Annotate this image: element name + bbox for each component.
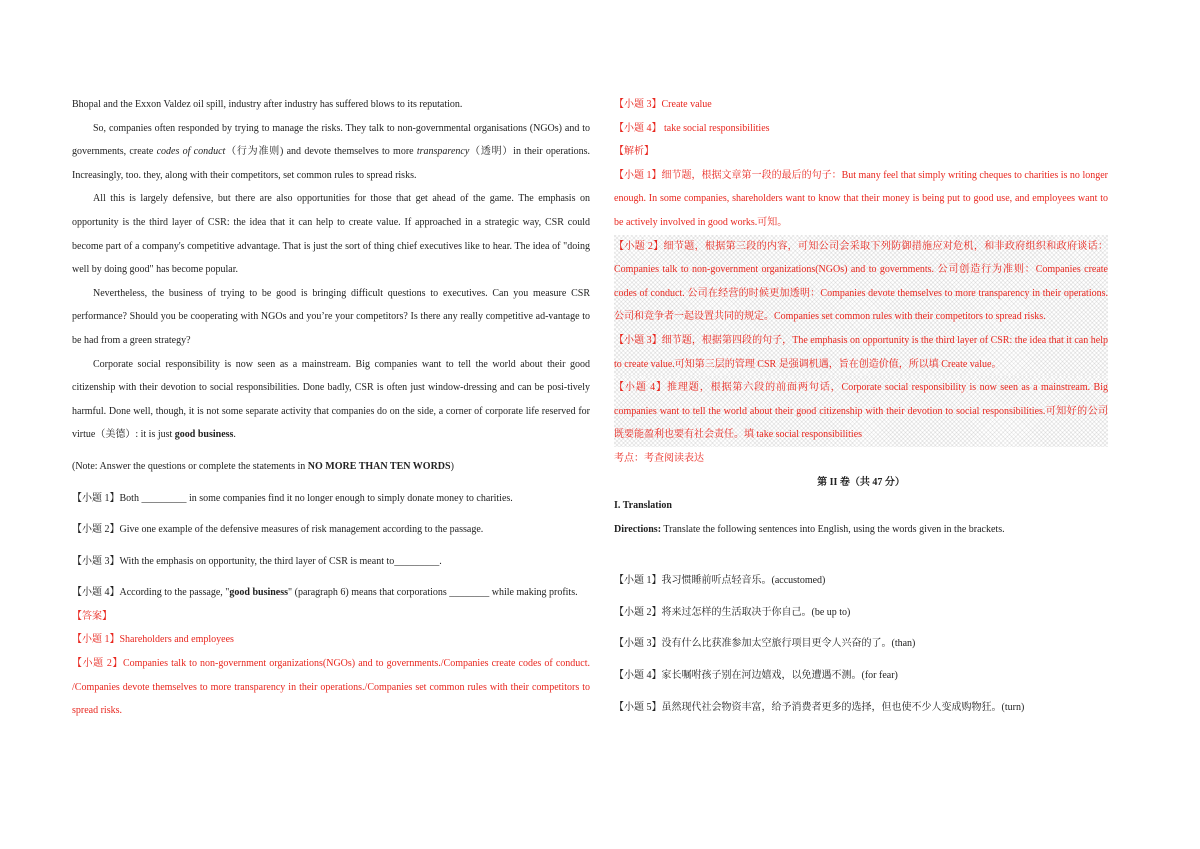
analysis-heading: 【解析】 — [614, 146, 654, 158]
answer-note — [72, 455, 590, 479]
bold-term: good business — [229, 587, 289, 599]
left-column — [72, 93, 590, 723]
text-run: ) — [450, 460, 454, 472]
passage-paragraph-2 — [72, 117, 590, 188]
text-run: Translate the following sentences into English, using the words given in the brackets. — [661, 523, 1005, 535]
italic-term: codes of conduct — [156, 146, 226, 158]
explanation-3: 【小题 3】细节题，根据第四段的句子，The emphasis on opportunity is the third layer of CSR: the idea that it can help to create value.可知第三层的管理 CSR 是强调机遇，旨在创造价值，所以填 Create value。 — [614, 329, 1108, 376]
explanation-2: 【小题 2】细节题，根据第三段的内容，可知公司会采取下列防御措施应对危机，和非政府组织和政府谈话：Companies talk to non-government organizations(NGOs) and to governments. 公司创造行为准则：Companies create codes of conduct. 公司在经营的时候更加透明：Companies devote themselves to more transparency in their operations. 公司和竞争者一起设置共同的规定。Companies set common rules with their competitors to spread risks. — [614, 235, 1108, 329]
passage-paragraph-3: All this is largely defensive, but there are also opportunities for those that get ahead of the game. The emphasis on opportunity is the third layer of CSR: the idea that it can help to create value. If approached in a strategic way, CSR could become part of a company's competitive advantage. That is just the sort of thing chief executives like to hear. The idea of "doing well by doing good" has become popular. — [72, 193, 590, 276]
passage-paragraph-1: Bhopal and the Exxon Valdez oil spill, industry after industry has suffered blows to its reputation. — [72, 99, 463, 110]
passage-paragraph-5 — [72, 353, 590, 447]
passage-paragraph-4: Nevertheless, the business of trying to be good is bringing difficult questions to executives. Can you measure CSR performance? Should you be cooperating with NGOs and you’re your competitors? Is there any really competitive ad-vantage to be had from a green strategy? — [72, 287, 590, 346]
question-2: 【小题 2】Give one example of the defensive measures of risk management according to the passage. — [72, 524, 484, 536]
text-run: (Note: Answer the questions or complete the statements in — [72, 460, 308, 472]
kaodian-line: 考点：考查阅读表达 — [614, 452, 704, 464]
explanation-4: 【小题 4】推理题，根据第六段的前面两句话，Corporate social responsibility is now seen as a mainstream. Big companies want to tell the world about their good citizenship with their devotion to social responsibilities.可知好的公司既要能盈利也要有社会责任。填 take social responsibilities — [614, 376, 1108, 447]
bold-term: good business — [174, 429, 234, 441]
text-run: " (paragraph 6) means that corporations ________ while making profits. — [288, 587, 578, 599]
bold-term: Directions: — [614, 523, 662, 535]
text-run: （行为准则) and devote themselves to more — [225, 146, 417, 158]
translation-item-1: 【小题 1】我习惯睡前听点轻音乐。(accustomed) — [614, 575, 826, 587]
section-title: 第 II 卷（共 47 分） — [817, 476, 905, 488]
italic-term: transparency — [416, 146, 470, 158]
translation-item-3: 【小题 3】没有什么比获准参加太空旅行项目更令人兴奋的了。(than) — [614, 638, 916, 650]
right-column — [614, 93, 1108, 719]
answer-4: 【小题 4】 take social responsibilities — [614, 122, 770, 134]
answer-2: 【小题 2】Companies talk to non-government organizations(NGOs) and to governments./Companies create codes of conduct. /Companies devote themselves to more transparency in their operations./Companies set common rules with their competitors to spread risks. — [72, 658, 590, 717]
answer-1: 【小题 1】Shareholders and employees — [72, 634, 234, 646]
text-run: （透明）in their operations. Increasingly, too. they, along with their competitors, set common rules to spread risks. — [72, 146, 590, 181]
explanation-1: 【小题 1】细节题，根据文章第一段的最后的句子：But many feel that simply writing cheques to charities is no longer enough. In some companies, shareholders want to know that their money is being put to good use, and employees want to be actively involved in good works.可知。 — [614, 169, 1108, 228]
translation-heading: I. Translation — [614, 500, 672, 512]
bold-term: NO MORE THAN TEN WORDS — [307, 460, 451, 472]
translation-item-5: 【小题 5】虽然现代社会物资丰富，给予消费者更多的选择，但也使不少人变成购物狂。(turn) — [614, 701, 1025, 713]
translation-item-2: 【小题 2】将来过怎样的生活取决于你自己。(be up to) — [614, 606, 851, 618]
text-run: . — [233, 429, 236, 441]
translation-directions — [614, 518, 1108, 542]
text-run: So, companies often responded by trying to manage the risks. They talk to non-governmental organisations (NGOs) and to governments, create — [72, 122, 590, 158]
text-run: Corporate social responsibility is now seen as a mainstream. Big companies want to tell the world about their good citizenship with their devotion to social responsibilities. Done badly, CSR is often just window-dressing and can be posi-tively harmful. Done well, though, it is not some separate activity that companies do on the side, a corner of corporate life reserved for virtue（美德）: it is just — [72, 358, 590, 441]
question-4 — [72, 581, 590, 605]
question-1: 【小题 1】Both _________ in some companies find it no longer enough to simply donate money to charities. — [72, 492, 513, 504]
translation-item-4: 【小题 4】家长嘱咐孩子别在河边嬉戏，以免遭遇不测。(for fear) — [614, 670, 898, 682]
text-run: 【小题 4】According to the passage, " — [72, 587, 230, 599]
question-3: 【小题 3】With the emphasis on opportunity, the third layer of CSR is meant to_________. — [72, 555, 442, 567]
answer-3: 【小题 3】Create value — [614, 99, 712, 110]
answer-heading: 【答案】 — [72, 610, 112, 622]
